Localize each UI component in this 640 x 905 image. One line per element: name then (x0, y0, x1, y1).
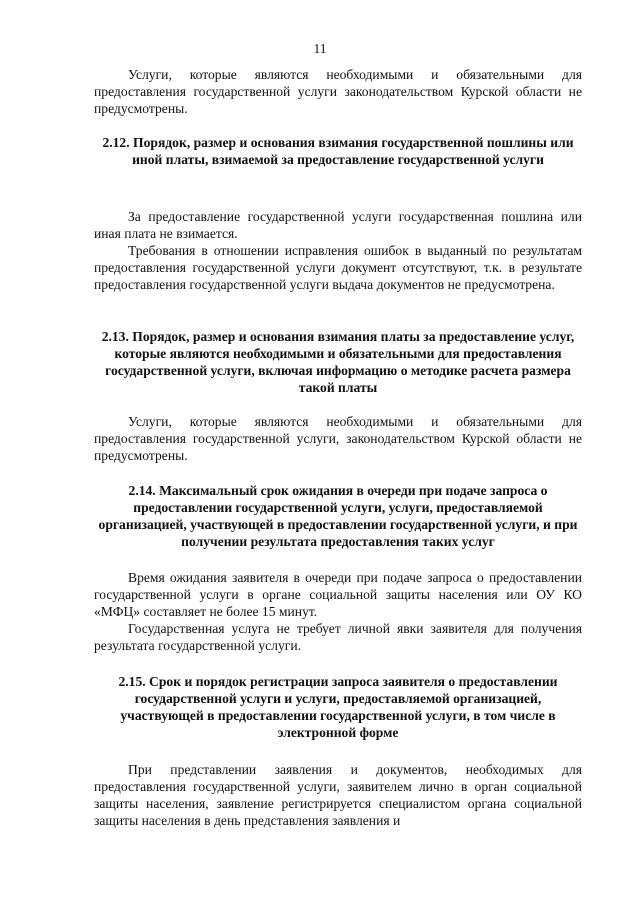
section-2-14-body (94, 569, 582, 654)
page-number: 11 (313, 41, 327, 56)
section-2-14-heading: 2.14. Максимальный срок ожидания в очереди при подаче запроса о предоставлении государственной услуги, услуги, предоставляемой организацией, участвующей в предоставлении государственной услуги, и при получении результата предоставления таких услуг (98, 483, 578, 549)
intro-paragraph: Услуги, которые являются необходимыми и обязательными для предоставления государственной услуги законодательством Курской области не предусмотрены. (94, 67, 582, 116)
section-2-15-body (94, 761, 582, 829)
intro-paragraph-block (94, 66, 582, 117)
section-2-15-paragraph-1: При представлении заявления и документов, необходимых для предоставления государственной услуги, заявителем лично в орган социальной защиты населения, заявление регистрируется специалистом органа социальной защиты населения в день представления заявления и (94, 762, 582, 828)
section-2-14-paragraph-2: Государственная услуга не требует личной явки заявителя для получения результата государственной услуги. (94, 621, 582, 653)
section-2-12-paragraph-2: Требования в отношении исправления ошибок в выданный по результатам предоставления государственной услуги документ отсутствуют, т.к. в результате предоставления государственной услуги выдача документов не предусмотрена. (94, 243, 582, 292)
section-2-12-heading: 2.12. Порядок, размер и основания взимания государственной пошлины или иной платы, взимаемой за предоставление государственной услуги (102, 135, 574, 167)
section-2-15-heading: 2.15. Срок и порядок регистрации запроса заявителя о предоставлении государственной услуги и услуги, предоставляемой организацией, участвующей в предоставлении государственной услуги, в том числе в электронной форме (118, 674, 558, 740)
section-2-12-paragraph-1: За предоставление государственной услуги государственная пошлина или иная плата не взимается. (94, 209, 582, 241)
section-2-12-body (94, 208, 582, 293)
section-2-13-heading-block (94, 328, 582, 396)
section-2-13-heading: 2.13. Порядок, размер и основания взимания платы за предоставление услуг, которые являются необходимыми и обязательными для предоставления государственной услуги, включая информацию о методике расчета размера такой платы (101, 329, 575, 395)
section-2-14-paragraph-1: Время ожидания заявителя в очереди при подаче запроса о предоставлении государственной услуги в органе социальной защиты населения или ОУ КО «МФЦ» составляет не более 15 минут. (94, 570, 582, 619)
section-2-13-paragraph-1: Услуги, которые являются необходимыми и обязательными для предоставления государственной услуги, законодательством Курской области не предусмотрены. (94, 414, 582, 463)
section-2-14-heading-block (94, 482, 582, 550)
section-2-13-body (94, 413, 582, 464)
section-2-15-heading-block (94, 673, 582, 741)
section-2-12-heading-block (94, 134, 582, 168)
